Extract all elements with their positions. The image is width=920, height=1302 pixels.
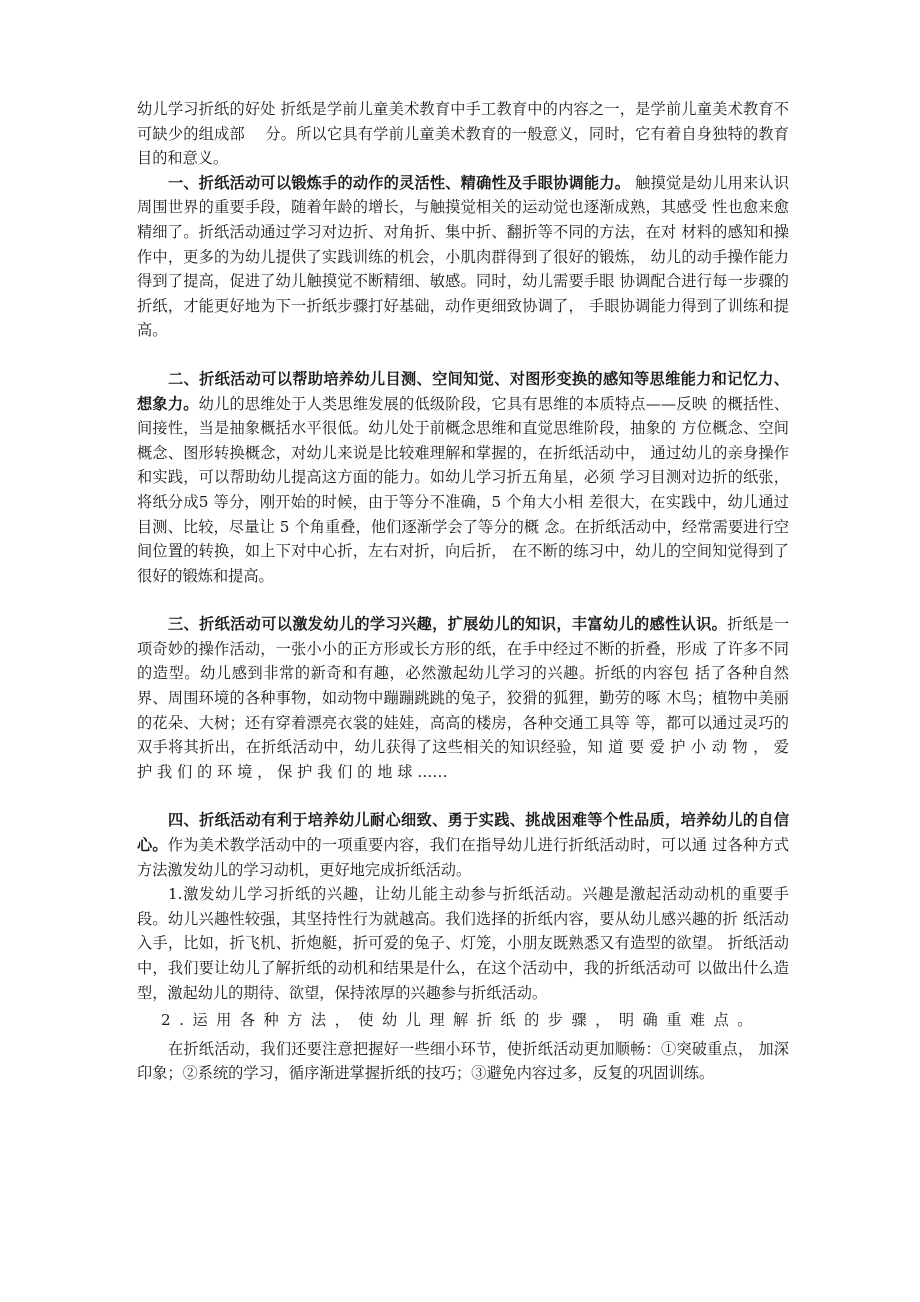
intro-paragraph: 幼儿学习折纸的好处 折纸是学前儿童美术教育中手工教育中的内容之一，是学前儿童美术教育不可缺少的组成部 分。所以它具有学前儿童美术教育的一般意义，同时，它有着自身独特的教育目的和意义。 (137, 100, 789, 168)
section-4-heading: 四、折纸活动有利于培养幼儿耐心细致、勇于实践、挑战困难等个性品质，培养幼儿的自信心。 (137, 811, 789, 855)
document-page (137, 97, 789, 1086)
section-3-heading: 三、折纸活动可以激发幼儿的学习兴趣，扩展幼儿的知识，丰富幼儿的感性认识。 (168, 615, 728, 634)
section-1-heading: 一、折纸活动可以锻炼手的动作的灵活性、精确性及手眼协调能力。 (168, 173, 631, 192)
section-2-body: 幼儿的思维处于人类思维发展的低级阶段，它具有思维的本质特点——反映 的概括性、间接性，当是抽象概括水平很低。幼儿处于前概念思维和直觉思维阶段，抽象的 方位概念、空间概念、图形转换概念，对幼儿来说是比较难理解和掌握的，在折纸活动中， 通过幼儿的亲身操作和实践，可以帮助幼儿提高这方面的能力。如幼儿学习折五角星，必须 学习目测对边折的纸张，将纸分成5 等分，刚开始的时候，由于等分不准确，5 个角大小相 差很大，在实践中，幼儿通过目测、比较，尽量让 5 个角重叠，他们逐渐学会了等分的概 念。在折纸活动中，经常需要进行空间位置的转换，如上下对中心折，左右对折，向后折， 在不断的练习中，幼儿的空间知觉得到了很好的锻炼和提高。 (137, 394, 790, 585)
section-2-heading: 二、折纸活动可以帮助培养幼儿目测、空间知觉、对图形变换的感知等思维能力和记忆力、想象力。 (137, 369, 789, 413)
section-1-paragraph (137, 171, 789, 343)
section-1-body: 触摸觉是幼儿用来认识周围世界的重要手段，随着年龄的增长，与触摸觉相关的运动觉也逐渐成熟，其感受 性也愈来愈精细了。折纸活动通过学习对边折、对角折、集中折、翻折等不同的方法，在对 材料的感知和操作中，更多的为幼儿提供了实践训练的机会，小肌肉群得到了很好的锻炼， 幼儿的动手操作能力得到了提高，促进了幼儿触摸觉不断精细、敏感。同时，幼儿需要手眼 协调配合进行每一步骤的折纸，才能更好地为下一折纸步骤打好基础，动作更细致协调了， 手眼协调能力得到了训练和提高。 (137, 173, 790, 340)
section-3-paragraph (137, 612, 789, 784)
section-4-item-2: 2.运用各种方法，使幼儿理解折纸的步骤，明确重难点。 (161, 1011, 761, 1030)
section-4-item-1: 1.激发幼儿学习折纸的兴趣，让幼儿能主动参与折纸活动。兴趣是激起活动动机的重要手段。幼儿兴趣性较强，其坚持性行为就越高。我们选择的折纸内容，要从幼儿感兴趣的折 纸活动入手，比如，折飞机、折炮艇，折可爱的兔子、灯笼，小朋友既熟悉又有造型的欲望。 折纸活动中，我们要让幼儿了解折纸的动机和结果是什么，在这个活动中，我的折纸活动可 以做出什么造型，激起幼儿的期待、欲望，保持浓厚的兴趣参与折纸活动。 (137, 885, 789, 1002)
section-4-closing: 在折纸活动，我们还要注意把握好一些细小环节，使折纸活动更加顺畅：①突破重点， 加深印象；②系统的学习，循序渐进掌握折纸的技巧；③避免内容过多，反复的巩固训练。 (137, 1039, 789, 1083)
section-3-body: 折纸是一项奇妙的操作活动，一张小小的正方形或长方形的纸，在手中经过不断的折叠，形成 了许多不同的造型。幼儿感到非常的新奇和有趣，必然激起幼儿学习的兴趣。折纸的内容包 括了各种自然界、周围环境的各种事物，如动物中蹦蹦跳跳的兔子，狡猾的狐狸，勤劳的啄 木鸟；植物中美丽的花朵、大树；还有穿着漂亮衣裳的娃娃，高高的楼房，各种交通工具等 等，都可以通过灵巧的双手将其折出，在折纸活动中，幼儿获得了这些相关的知识经验，知 道 要 爱 护 小 动 物 ， 爱 护 我 们 的 环 境 ， 保 护 我 们 的 地 球 …… (137, 615, 790, 781)
section-4-body: 作为美术教学活动中的一项重要内容，我们在指导幼儿进行折纸活动时，可以通 过各种方式方法激发幼儿的学习动机，更好地完成折纸活动。 (137, 836, 790, 879)
section-4-paragraph (137, 808, 789, 882)
section-2-paragraph (137, 367, 789, 588)
